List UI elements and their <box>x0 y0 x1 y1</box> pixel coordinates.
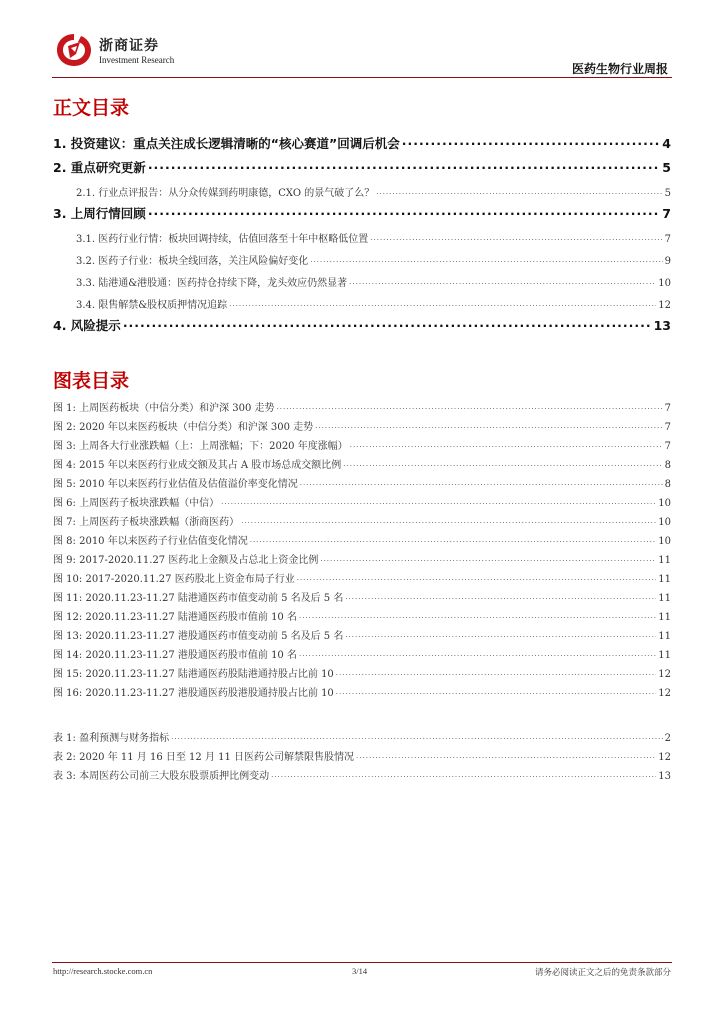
toc-entry[interactable] <box>53 204 671 222</box>
figure-entry-page: 11 <box>658 612 671 623</box>
toc-entry-label: 3.4. 限售解禁&股权质押情况追踪 <box>76 300 228 311</box>
table-entry-page: 12 <box>658 752 671 763</box>
footer-url-link[interactable]: http://research.stocke.com.cn <box>53 966 153 976</box>
table-entry[interactable] <box>53 767 671 782</box>
toc-title: 正文目录 <box>53 97 130 119</box>
figure-entry-page: 7 <box>664 403 671 414</box>
figure-entry[interactable] <box>53 399 671 414</box>
toc-entry-label: 3.3. 陆港通&港股通：医药持仓持续下降，龙头效应仍然显著 <box>76 278 348 289</box>
toc-entry-page: 7 <box>664 234 671 245</box>
figure-entry[interactable] <box>53 589 671 604</box>
figure-entry-label: 图 8: 2010 年以来医药子行业估值变化情况 <box>53 536 248 547</box>
figure-entry[interactable] <box>53 684 671 699</box>
company-logo <box>54 30 264 72</box>
table-entry-page: 2 <box>664 733 671 744</box>
table-entry-label: 表 2: 2020 年 11 月 16 日至 12 月 11 日医药公司解禁限售股情况 <box>53 752 355 763</box>
figure-entry-page: 10 <box>658 498 671 509</box>
logo-english-name: Investment Research <box>99 55 175 65</box>
footer-page-number: 3/14 <box>352 966 368 976</box>
figure-entry-label: 图 4: 2015 年以来医药行业成交额及其占 A 股市场总成交额比例 <box>53 460 342 471</box>
figure-entry[interactable] <box>53 437 671 452</box>
figure-entry-label: 图 13: 2020.11.23-11.27 港股通医药市值变动前 5 名及后 5 名 <box>53 631 344 642</box>
toc-entry[interactable] <box>53 316 671 334</box>
figure-entry-page: 11 <box>658 650 671 661</box>
figure-entry[interactable] <box>53 570 671 585</box>
toc-entry-page: 13 <box>653 318 671 333</box>
toc-entry-label: 3. 上周行情回顾 <box>53 206 146 221</box>
figure-entry-label: 图 12: 2020.11.23-11.27 陆港通医药股市值前 10 名 <box>53 612 297 623</box>
figure-entry-page: 11 <box>658 631 671 642</box>
toc-entry-label: 3.1. 医药行业行情：板块回调持续，估值回落至十年中枢略低位置 <box>76 234 369 245</box>
figure-entry-label: 图 11: 2020.11.23-11.27 陆港通医药市值变动前 5 名及后 5 名 <box>53 593 344 604</box>
figure-entry-label: 图 10: 2017-2020.11.27 医药股北上资金布局子行业 <box>53 574 295 585</box>
footer-divider <box>52 962 672 963</box>
toc-subentry[interactable] <box>53 230 671 245</box>
figure-entry-label: 图 14: 2020.11.23-11.27 港股通医药股市值前 10 名 <box>53 650 297 661</box>
figure-entry[interactable] <box>53 532 671 547</box>
figure-entry-label: 图 2: 2020 年以来医药板块（中信分类）和沪深 300 走势 <box>53 422 314 433</box>
figure-entry-page: 12 <box>658 688 671 699</box>
figure-entry-label: 图 6: 上周医药子板块涨跌幅（中信） <box>53 498 220 509</box>
table-entry-label: 表 1: 盈利预测与财务指标 <box>53 733 170 744</box>
figure-entry-page: 8 <box>664 479 671 490</box>
footer-disclaimer: 请务必阅读正文之后的免责条款部分 <box>534 968 671 978</box>
toc-subentry[interactable] <box>53 252 671 267</box>
toc-entry-page: 10 <box>658 278 671 289</box>
toc-subentry[interactable] <box>53 296 671 311</box>
toc-entry-label: 4. 风险提示 <box>53 318 121 333</box>
logo-chinese-name: 浙商证券 <box>99 38 159 54</box>
figure-entry[interactable] <box>53 551 671 566</box>
figure-entry-label: 图 7: 上周医药子板块涨跌幅（浙商医药） <box>53 517 240 528</box>
toc-entry-label: 3.2. 医药子行业：板块全线回落，关注风险偏好变化 <box>76 256 309 267</box>
toc-entry-page: 7 <box>662 206 671 221</box>
table-entry[interactable] <box>53 729 671 744</box>
figure-entry-label: 图 3: 上周各大行业涨跌幅（上：上周涨幅；下：2020 年度涨幅） <box>53 441 348 452</box>
table-entry[interactable] <box>53 748 671 763</box>
figure-entry-page: 11 <box>658 574 671 585</box>
toc-entry-label: 2.1. 行业点评报告：从分众传媒到药明康德，CXO 的景气破了么？ <box>76 188 375 199</box>
figures-title: 图表目录 <box>53 370 130 392</box>
figure-entry[interactable] <box>53 494 671 509</box>
figure-entry[interactable] <box>53 513 671 528</box>
figure-entry[interactable] <box>53 418 671 433</box>
table-entry-label: 表 3: 本周医药公司前三大股东股票质押比例变动 <box>53 771 270 782</box>
figure-entry-page: 8 <box>664 460 671 471</box>
figure-entry-page: 10 <box>658 517 671 528</box>
toc-entry-page: 5 <box>662 160 671 175</box>
figure-entry-label: 图 1: 上周医药板块（中信分类）和沪深 300 走势 <box>53 403 275 414</box>
figure-entry-page: 7 <box>664 422 671 433</box>
toc-entry[interactable] <box>53 134 671 152</box>
figure-entry[interactable] <box>53 608 671 623</box>
figure-entry[interactable] <box>53 646 671 661</box>
toc-entry-page: 12 <box>658 300 671 311</box>
report-title: 医药生物行业周报 <box>571 62 668 76</box>
figure-entry-label: 图 15: 2020.11.23-11.27 陆港通医药股陆港通持股占比前 10 <box>53 669 334 680</box>
figure-entry[interactable] <box>53 475 671 490</box>
toc-entry-page: 5 <box>664 188 671 199</box>
toc-entry-page: 4 <box>662 136 671 151</box>
figure-entry-page: 7 <box>664 441 671 452</box>
table-entry-page: 13 <box>658 771 671 782</box>
figure-entry-label: 图 16: 2020.11.23-11.27 港股通医药股港股通持股占比前 10 <box>53 688 334 699</box>
toc-subentry[interactable] <box>53 184 671 199</box>
figure-entry-label: 图 5: 2010 年以来医药行业估值及估值溢价率变化情况 <box>53 479 298 490</box>
figure-entry[interactable] <box>53 456 671 471</box>
figure-entry-page: 12 <box>658 669 671 680</box>
toc-entry-label: 2. 重点研究更新 <box>53 160 146 175</box>
figure-entry-page: 10 <box>658 536 671 547</box>
header-divider <box>52 77 672 78</box>
figure-entry[interactable] <box>53 627 671 642</box>
figure-entry-page: 11 <box>658 555 671 566</box>
figure-entry[interactable] <box>53 665 671 680</box>
toc-subentry[interactable] <box>53 274 671 289</box>
toc-entry-page: 9 <box>664 256 671 267</box>
logo-mark-icon <box>54 32 94 68</box>
figure-entry-page: 11 <box>658 593 671 604</box>
toc-entry[interactable] <box>53 158 671 176</box>
toc-entry-label: 1. 投资建议：重点关注成长逻辑清晰的“核心赛道”回调后机会 <box>53 136 400 151</box>
figure-entry-label: 图 9: 2017-2020.11.27 医药北上金额及占总北上资金比例 <box>53 555 319 566</box>
